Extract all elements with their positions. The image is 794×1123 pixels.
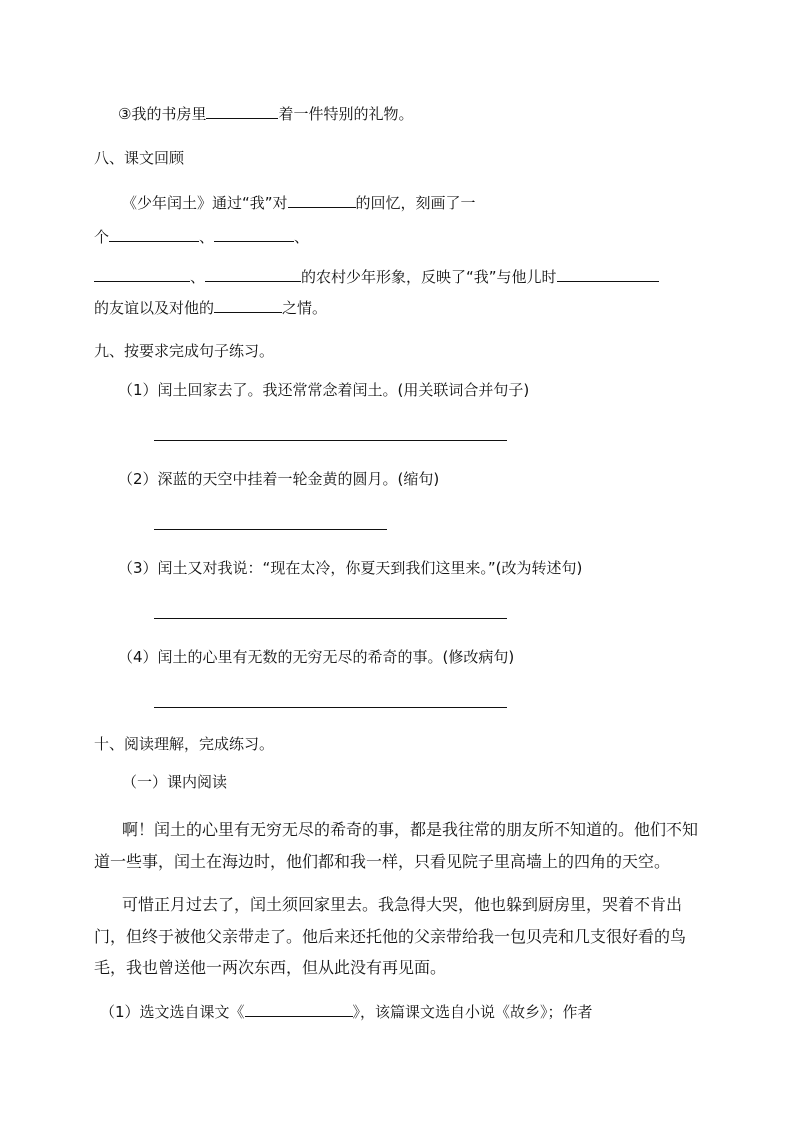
q7-item-3: ③我的书房里 着一件特别的礼物。 bbox=[118, 105, 414, 123]
answer-line[interactable] bbox=[154, 707, 507, 708]
q10-question-1: （1）选文选自课文《 》，该篇课文选自小说《故乡》；作者 bbox=[100, 1003, 593, 1021]
subsection-in-class-reading: （一）课内阅读 bbox=[122, 773, 228, 791]
q9-item-1: （1）闰土回家去了。我还常常念着闰土。(用关联词合并句子) bbox=[118, 381, 530, 399]
passage-p1-line-1: 啊！闰土的心里有无穷无尽的希奇的事，都是我往常的朋友所不知道的。他们不知 bbox=[122, 820, 699, 839]
answer-blank[interactable] bbox=[288, 192, 356, 208]
answer-blank[interactable] bbox=[94, 266, 190, 282]
section-9-heading: 九、按要求完成句子练习。 bbox=[94, 342, 275, 360]
section-8-heading: 八、课文回顾 bbox=[94, 149, 185, 167]
answer-blank[interactable] bbox=[557, 266, 659, 282]
answer-blank[interactable] bbox=[245, 1001, 353, 1017]
q9-item-3: （3）闰土又对我说：“现在太冷，你夏天到我们这里来。”(改为转述句) bbox=[118, 559, 583, 577]
answer-line[interactable] bbox=[154, 440, 507, 441]
answer-line[interactable] bbox=[154, 529, 387, 530]
answer-blank[interactable] bbox=[214, 297, 282, 313]
q9-item-4: （4）闰土的心里有无数的无穷无尽的希奇的事。(修改病句) bbox=[118, 648, 515, 666]
passage-p1-line-2: 道一些事，闰土在海边时，他们都和我一样，只看见院子里高墙上的四角的天空。 bbox=[94, 852, 671, 871]
answer-blank[interactable] bbox=[109, 226, 199, 242]
q9-item-2: （2）深蓝的天空中挂着一轮金黄的圆月。(缩句) bbox=[118, 470, 440, 488]
section-10-heading: 十、阅读理解，完成练习。 bbox=[94, 735, 275, 753]
q8-line-4: 的友谊以及对他的 之情。 bbox=[94, 299, 328, 317]
q8-line-2: 个 、 、 bbox=[94, 228, 310, 246]
answer-line[interactable] bbox=[154, 618, 507, 619]
answer-blank[interactable] bbox=[205, 266, 301, 282]
answer-blank[interactable] bbox=[206, 103, 278, 119]
q8-line-3: 、 的农村少年形象，反映了“我”与他儿时 bbox=[94, 266, 659, 286]
passage-p2-line-3: 毛，我也曾送他一两次东西，但从此没有再见面。 bbox=[94, 958, 447, 977]
passage-p2-line-2: 门，但终于被他父亲带走了。他后来还托他的父亲带给我一包贝壳和几支很好看的鸟 bbox=[94, 927, 687, 946]
q8-line-1: 《少年闰土》通过“我”对 的回忆，刻画了一 bbox=[122, 194, 476, 212]
answer-blank[interactable] bbox=[214, 226, 294, 242]
passage-p2-line-1: 可惜正月过去了，闰土须回家里去。我急得大哭，他也躲到厨房里，哭着不肯出 bbox=[122, 895, 683, 914]
